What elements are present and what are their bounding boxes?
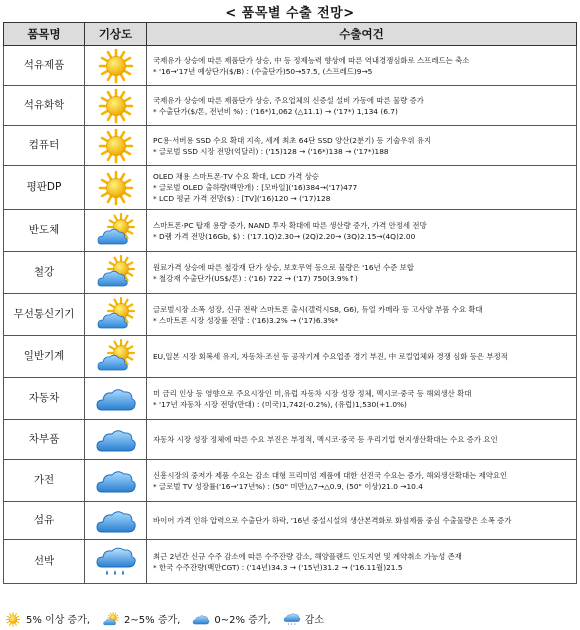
conditions-text: 국제유가 상승에 따른 제품단가 상승, 주요업체의 신증설 설비 가동에 따른 물량 증가 [153,95,424,105]
conditions-text: EU,일본 시장 회복세 유지, 자동차·조선 등 공작기계 수요업종 경기 부진, 中 로컬업체와 경쟁 심화 등은 부정적 [153,352,508,361]
cloud-icon [95,503,137,539]
conditions-cell [147,46,577,86]
conditions-detail: * LCD 평균 가격 전망($) : [TV]('16)120 → ('17)128 [153,194,331,203]
table-row [4,252,577,294]
legend-label: 5% 이상 증가, [26,615,91,626]
table-row [4,540,577,584]
legend-label: 감소 [304,615,324,626]
conditions-detail: * 철강재 수출단가(US$/톤) : ('16) 722 → ('17) 750(3.9%↑) [153,273,358,283]
weather-cell [85,420,147,460]
table-row [4,336,577,378]
sun-cloud-icon [95,255,137,291]
legend-label: 2~5% 증가, [124,615,181,626]
conditions-cell [147,252,577,294]
conditions-text: 미 금리 인상 등 영향으로 주요시장인 미,유럽 자동차 시장 성장 정체, 멕시코·중국 등 해외생산 확대 [153,388,472,398]
sun-icon [4,612,22,626]
weather-cell [85,166,147,210]
conditions-cell [147,460,577,502]
export-outlook-table [3,22,577,584]
conditions-cell [147,378,577,420]
weather-cell [85,502,147,540]
table-row [4,502,577,540]
table-row [4,46,577,86]
table-row [4,126,577,166]
legend-label: 0~2% 증가, [214,615,271,626]
item-name: 가전 [4,460,85,502]
table-row [4,86,577,126]
conditions-cell [147,86,577,126]
conditions-cell [147,166,577,210]
weather-cell [85,126,147,166]
conditions-detail: * 글로벌 SSD 시장 전망(억달러) : ('15)128 → ('16*)138 → ('17*)188 [153,146,389,156]
rain-cloud-icon [283,612,301,626]
sun-cloud-icon [95,213,137,249]
conditions-detail: * D램 가격 전망(16Gb, $) : ('17.1Q)2.30→ (2Q)2.20→ (3Q)2.15→(4Q)2.00 [153,231,416,241]
header-weather: 기상도 [85,23,147,46]
conditions-cell [147,540,577,584]
conditions-cell [147,294,577,336]
cloud-icon [192,612,210,626]
conditions-text: 신흥시장의 중저가 제품 수요는 감소 대형 프리미엄 제품에 대한 선진국 수요는 증가, 해외생산확대는 제약요인 [153,470,508,480]
weather-cell [85,336,147,378]
table-header-row [4,23,577,46]
item-name: 석유제품 [4,46,85,86]
conditions-detail: * 수출단가($/톤, 전년비 %) : ('16*)1,062 (△11.1) → ('17*) 1,134 (6.7) [153,106,398,116]
conditions-cell [147,502,577,540]
weather-cell [85,294,147,336]
table-row [4,294,577,336]
weather-cell [85,540,147,584]
item-name: 선박 [4,540,85,584]
header-conditions: 수출여건 [147,23,577,46]
item-name: 반도체 [4,210,85,252]
conditions-cell [147,336,577,378]
table-row [4,420,577,460]
conditions-text: 국제유가 상승에 따른 제품단가 상승, 中 등 정제능력 향상에 따른 역내경쟁심화로 스프레드는 축소 [153,55,470,65]
sun-icon [95,170,137,206]
conditions-detail: * 스마트폰 시장 성장률 전망 : ('16)3.2% → ('17)6.3%* [153,315,339,325]
conditions-detail: * '16→'17년 예상단가($/B) : (수출단가)50→57.5, (스프레드)9→5 [153,66,373,76]
conditions-text: 원료가격 상승에 따른 철강재 단가 상승, 보호무역 등으로 물량은 '16년 수준 보합 [153,262,414,272]
conditions-text: OLED 채용 스마트폰·TV 수요 확대, LCD 가격 상승 [153,172,319,181]
weather-cell [85,46,147,86]
weather-cell [85,378,147,420]
item-name: 석유화학 [4,86,85,126]
table-row [4,460,577,502]
conditions-text: PC용·서버용 SSD 수요 확대 지속, 세계 최초 64단 SSD 양산(2분기) 등 기술우위 유지 [153,135,432,145]
conditions-text: 바이어 가격 인하 압력으로 수출단가 하락, '16년 중설시설의 생산본격화로 화섬제품 중심 수출물량은 소폭 증가 [153,516,512,525]
sun-cloud-icon [95,297,137,333]
weather-cell [85,252,147,294]
weather-cell [85,86,147,126]
conditions-detail: * '17년 자동차 시장 전망(만대) : (미국)1,742(-0.2%), (유럽)1,530(+1.0%) [153,399,407,409]
weather-cell [85,210,147,252]
item-name: 컴퓨터 [4,126,85,166]
table-row [4,166,577,210]
item-name: 자동차 [4,378,85,420]
item-name: 일반기계 [4,336,85,378]
cloud-icon [95,381,137,417]
item-name: 무선통신기기 [4,294,85,336]
weather-cell [85,460,147,502]
sun-cloud-icon [102,612,120,626]
conditions-cell [147,210,577,252]
item-name: 섬유 [4,502,85,540]
conditions-cell [147,420,577,460]
sun-cloud-icon [95,339,137,375]
conditions-detail: * 글로벌 OLED 출하량(백만개) : [모바일]('16)384→('17)477 [153,183,358,192]
cloud-icon [95,422,137,458]
conditions-text: 최근 2년간 신규 수주 감소에 따른 수주잔량 감소, 해양플랜드 인도지연 및 계약취소 가능성 존재 [153,551,462,561]
item-name: 평판DP [4,166,85,210]
sun-icon [95,88,137,124]
conditions-text: 글로벌시장 소폭 성장, 신규 전략 스마트폰 출시(갤럭시S8, G6), 듀얼 카메라 등 고사양 부품 수요 확대 [153,304,483,314]
cloud-icon [95,463,137,499]
rain-cloud-icon [95,544,137,580]
item-name: 차부품 [4,420,85,460]
conditions-text: 자동차 시장 성장 정체에 따른 수요 부진은 부정적, 멕시코·중국 등 우리기업 현지생산확대는 수요 증가 요인 [153,435,498,444]
table-row [4,210,577,252]
page-title: < 품목별 수출 전망> [225,6,355,21]
conditions-detail: * 글로벌 TV 성장률('16→'17년%) : (50" 미만)△7→△0.9, (50" 이상)21.0 →10.4 [153,481,423,491]
conditions-cell [147,126,577,166]
table-row [4,378,577,420]
conditions-text: 스마트폰·PC 탑재 용량 증가, NAND 투자 확대에 따른 생산량 증가, 가격 안정세 전망 [153,220,427,230]
conditions-detail: * 한국 수주잔량(백만CGT) : ('14년)34.3 → ('15년)31.2 → ('16.11월)21.5 [153,562,403,572]
sun-icon [95,48,137,84]
header-item: 품목명 [4,23,85,46]
sun-icon [95,128,137,164]
item-name: 철강 [4,252,85,294]
legend [4,611,332,626]
